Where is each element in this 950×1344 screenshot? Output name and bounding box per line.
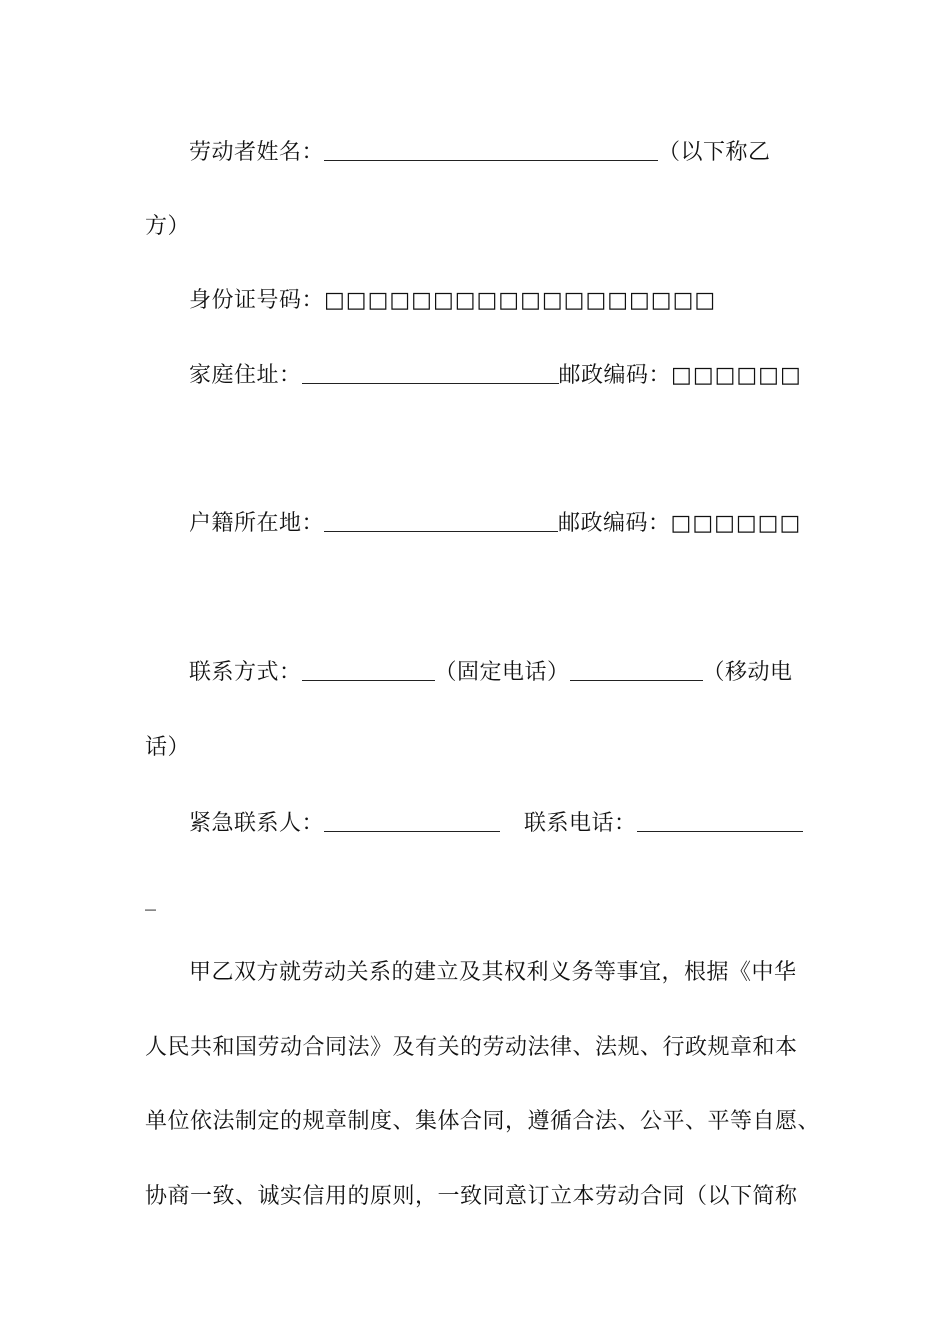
residence-label: 户籍所在地： — [189, 511, 325, 536]
emergency-row — [189, 809, 803, 839]
contact-wrap: 话） — [145, 735, 191, 760]
contact-row — [189, 658, 793, 688]
id-number-boxes: □□□□□□□□□□□□□□□□□□ — [324, 288, 717, 313]
residence-postcode-label: 邮政编码： — [558, 511, 671, 536]
worker-name-wrap: 方） — [145, 214, 191, 239]
body-line-3: 单位依法制定的规章制度、集体合同，遵循合法、公平、平等自愿、 — [145, 1109, 821, 1134]
contact-label: 联系方式： — [189, 660, 302, 685]
emergency-label: 紧急联系人： — [189, 811, 325, 836]
home-address-row — [189, 361, 802, 391]
home-postcode-boxes: □□□□□□ — [671, 363, 802, 388]
body-line-4: 协商一致、诚实信用的原则，一致同意订立本劳动合同（以下简称 — [145, 1184, 798, 1209]
mobile-blank — [570, 660, 703, 681]
home-postcode-label: 邮政编码： — [558, 363, 672, 388]
residence-blank — [324, 511, 558, 532]
emergency-phone-label: 联系电话： — [524, 811, 637, 836]
worker-name-suffix: （以下称乙 — [658, 140, 771, 165]
landline-blank — [302, 660, 435, 681]
emergency-phone-blank — [637, 811, 803, 832]
id-number-row — [189, 286, 716, 316]
body-line-1: 甲乙双方就劳动关系的建立及其权利义务等事宜，根据《中华 — [189, 960, 797, 985]
id-number-label: 身份证号码： — [189, 288, 325, 313]
worker-name-blank — [324, 140, 658, 161]
residence-row — [189, 509, 801, 539]
worker-name-row — [189, 138, 771, 168]
emergency-blank — [324, 811, 500, 832]
home-address-blank — [302, 363, 559, 384]
home-address-label: 家庭住址： — [189, 363, 302, 388]
emergency-wrap: _ — [145, 886, 157, 911]
worker-name-label: 劳动者姓名： — [189, 140, 325, 165]
body-line-2: 人民共和国劳动合同法》及有关的劳动法律、法规、行政规章和本 — [145, 1035, 798, 1060]
residence-postcode-boxes: □□□□□□ — [670, 511, 802, 536]
landline-label: （固定电话） — [434, 660, 570, 685]
mobile-label: （移动电 — [702, 660, 793, 685]
